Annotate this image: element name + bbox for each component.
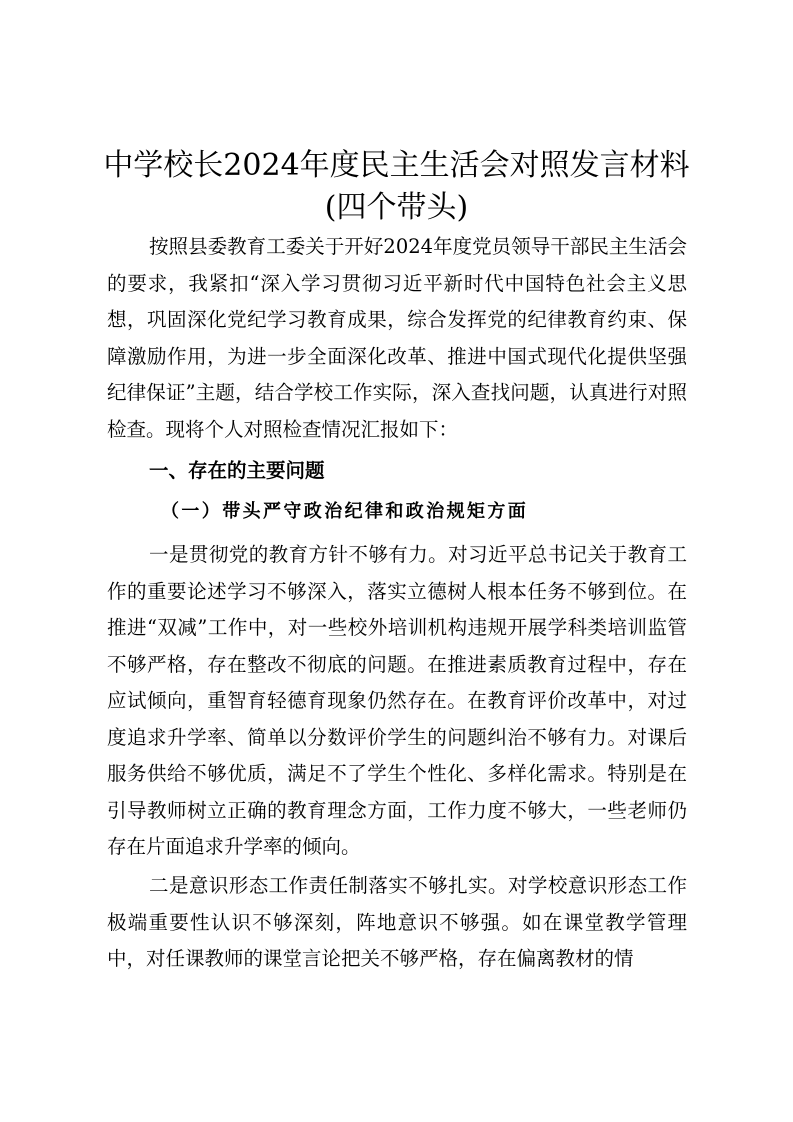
section-heading-main-problems: 一、存在的主要问题 xyxy=(149,459,325,482)
document-title: 中学校长2024年度民主生活会对照发言材料 xyxy=(103,148,690,183)
subsection-heading-political-discipline: （一）带头严守政治纪律和政治规矩方面 xyxy=(161,501,529,522)
paragraph-ideology-responsibility: 二是意识形态工作责任制落实不够扎实。对学校意识形态工作极端重要性认识不够深刻，阵地意识不够强。如在课堂教学管理中，对任课教师的课堂言论把关不够严格，存在偏离教材的情 xyxy=(107,874,687,970)
intro-paragraph: 按照县委教育工委关于开好2024年度党员领导干部民主生活会的要求，我紧扣“深入学习贯彻习近平新时代中国特色社会主义思想，巩固深化党纪学习教育成果，综合发挥党的纪律教育约束、保障激励作用，为进一步全面深化改革、推进中国式现代化提供坚强纪律保证”主题，结合学校工作实际，深入查找问题，认真进行对照检查。现将个人对照检查情况汇报如下： xyxy=(107,235,687,441)
paragraph-education-policy: 一是贯彻党的教育方针不够有力。对习近平总书记关于教育工作的重要论述学习不够深入，落实立德树人根本任务不够到位。在推进“双减”工作中，对一些校外培训机构违规开展学科类培训监管不够严格，存在整改不彻底的问题。在推进素质教育过程中，存在应试倾向，重智育轻德育现象仍然存在。在教育评价改革中，对过度追求升学率、简单以分数评价学生的问题纠治不够有力。对课后服务供给不够优质，满足不了学生个性化、多样化需求。特别是在引导教师树立正确的教育理念方面，工作力度不够大，一些老师仍存在片面追求升学率的倾向。 xyxy=(107,543,687,858)
document-subtitle: (四个带头) xyxy=(324,190,469,225)
